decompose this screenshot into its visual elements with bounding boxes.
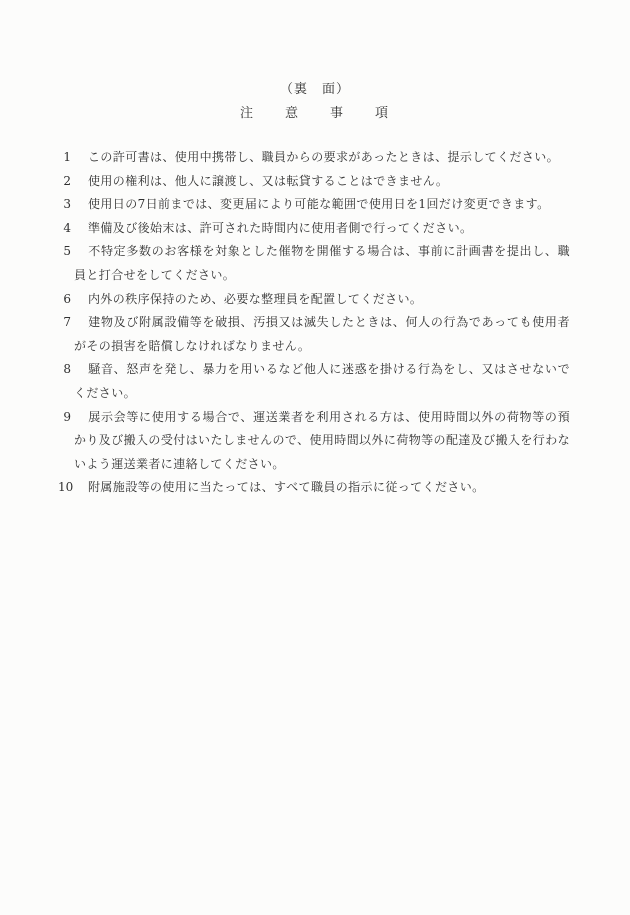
- back-side-label: （裏 面）: [279, 82, 350, 97]
- document-header: [0, 0, 630, 126]
- notice-title: 注 意 事 項: [239, 106, 390, 121]
- item-text: 内外の秩序保持のため、必要な整理員を配置してください。: [88, 291, 423, 306]
- item-text: 使用日の7日前までは、変更届により可能な範囲で使用日を1回だけ変更できます。: [88, 197, 550, 212]
- item-text: この許可書は、使用中携帯し、職員からの要求があったときは、提示してください。: [88, 150, 560, 164]
- notice-item: [63, 288, 570, 312]
- notice-item: [63, 406, 570, 477]
- item-text: 建物及び附属設備等を破損、汚損又は滅失したときは、何人の行為であっても使用者がその損害を賠償しなければなりません。: [74, 315, 570, 353]
- notice-item: [63, 146, 570, 170]
- item-text: 使用の権利は、他人に譲渡し、又は転貸することはできません。: [88, 173, 449, 188]
- item-number: 10: [58, 480, 74, 495]
- item-number: 2: [63, 173, 71, 188]
- item-text: 準備及び後始末は、許可された時間内に使用者側で行ってください。: [88, 220, 473, 235]
- notice-list: [0, 146, 630, 500]
- item-number: 6: [63, 291, 71, 306]
- item-text: 騒音、怒声を発し、暴力を用いるなど他人に迷惑を掛ける行為をし、又はさせないでください。: [74, 362, 570, 400]
- item-text: 展示会等に使用する場合で、運送業者を利用される方は、使用時間以外の荷物等の預かり及び搬入の受付はいたしませんので、使用時間以外に荷物等の配達及び搬入を行わないよう運送業者に連絡してください。: [74, 409, 570, 471]
- item-number: 8: [63, 362, 71, 377]
- item-text: 附属施設等の使用に当たっては、すべて職員の指示に従ってください。: [88, 480, 485, 495]
- item-number: 5: [63, 244, 71, 259]
- item-number: 7: [63, 315, 71, 330]
- notice-item: [63, 240, 570, 287]
- notice-item: [63, 217, 570, 241]
- item-number: 4: [63, 220, 71, 235]
- notice-item: [63, 193, 570, 217]
- notice-item: [63, 311, 570, 358]
- item-number: 3: [63, 197, 71, 212]
- item-number: 1: [63, 150, 71, 164]
- notice-item: [58, 476, 570, 500]
- item-text: 不特定多数のお客様を対象とした催物を開催する場合は、事前に計画書を提出し、職員と打合せをしてください。: [74, 244, 570, 282]
- notice-item: [63, 170, 570, 194]
- item-number: 9: [63, 409, 71, 424]
- notice-item: [63, 358, 570, 405]
